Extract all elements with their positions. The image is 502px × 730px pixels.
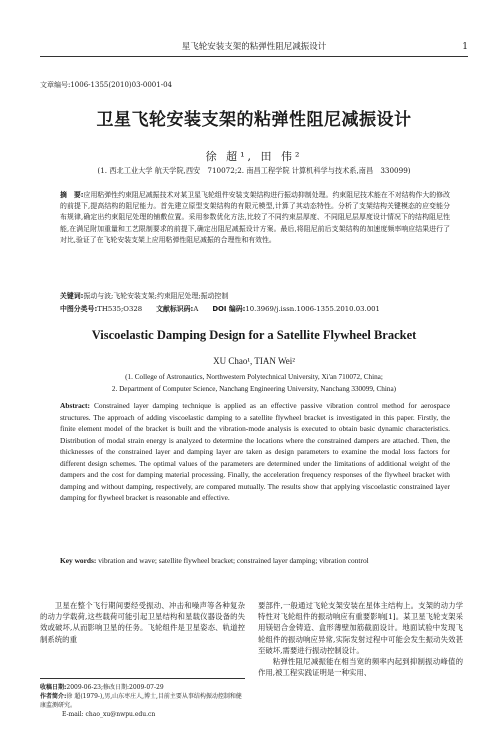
body-paragraph: 要部件,一般通过飞轮支架安装在星体主结构上。支架的动力学特性对飞轮组件的振动响应有重要影响[1]。某卫星飞轮支架采用镁铝合金铸造、盒形薄壁加筋截面设计。地面试验中发现飞轮组件的振动响应异常,实际发射过程中可能会发生振动失效甚至破坏,需要进行振动控制设计。: [258, 601, 463, 655]
body-paragraph: 粘弹性阻尼减振能在相当宽的频率内起到抑制振动峰值的作用,被工程实践证明是一种实用、: [258, 657, 463, 678]
en-affiliation-1: (1. College of Astronautics, Northwestern Polytechnical University, Xi'an 710072, China;: [125, 373, 383, 381]
cn-keywords-text: 振动与波;飞轮安装支架;约束阻尼处理;振动控制: [83, 292, 229, 300]
bio-label: 作者简介:: [40, 693, 67, 700]
body-right-column: [258, 600, 463, 678]
en-keywords-label: Key words:: [60, 556, 97, 565]
author-email: E-mail: chao_xu@nwpu.edu.cn: [62, 711, 156, 718]
en-abstract-label: Abstract:: [60, 401, 90, 410]
doi-value: 10.3969/j.issn.1006-1355.2010.03.001: [245, 305, 380, 313]
doi-label: DOI 编码:: [212, 305, 246, 313]
running-title: 星飞轮安装支架的粘弹性阻尼减振设计: [181, 42, 327, 52]
cn-keywords: [60, 291, 450, 302]
en-affiliation: [40, 371, 468, 395]
clc-label: 中图分类号:: [60, 305, 98, 313]
footnotes: [40, 678, 245, 719]
doc-code-value: A: [193, 305, 199, 313]
received-text: 2009-06-23;修改日期:2009-07-29: [66, 684, 164, 691]
cn-affiliation: (1. 西北工业大学 航天学院,西安 710072;2. 南昌工程学院 计算机科学与技术系,南昌 330099): [97, 166, 411, 175]
running-header: [40, 38, 468, 57]
en-title: Viscoelastic Damping Design for a Satellite Flywheel Bracket: [91, 328, 417, 342]
en-abstract-text: Constrained layer damping technique is applied as an effective passive vibration control method for aerospace structures. The approach of adding viscoelastic damping to a satellite flywheel bracket is investigated in this paper. Firstly, the finite element model of the bracket is built and the vibration-mode analysis is executed to obtain basic dynamic characteristics. Distribution of modal strain energy is analyzed to determine the locations where the constrained dampers are attached. Then, the thicknesses of the constrained layer and damping layer are taken as design parameters to examine the modal loss factors for different design schemes. The optimal values of the parameters are determined under the limitations of additional weight of the dampers and the cost for damping material processing. Finally, the acceleration frequency responses of the flywheel bracket with damping and without damping, respectively, are compared mutually. The results show that applying viscoelastic constrained layer damping for flywheel bracket is reasonable and effective.: [60, 401, 450, 502]
cn-keywords-label: 关键词:: [60, 292, 84, 300]
article-id: 文章编号:1006-1355(2010)03-0001-04: [40, 81, 172, 89]
en-affiliation-2: 2. Department of Computer Science, Nanchang Engineering University, Nanchang 330099, China): [111, 385, 397, 393]
cn-abstract-label: 摘 要:: [60, 191, 84, 199]
page-number: 1: [462, 42, 468, 52]
cn-abstract: [60, 190, 450, 246]
body-paragraph: 卫星在整个飞行期间要经受振动、冲击和噪声等各种复杂的动力学载荷,这些载荷可能引起卫星结构和星载仪器设备的失效或破坏,从而影响卫星的任务。飞轮组件是卫星姿态、轨道控制系统的重: [40, 601, 245, 644]
cn-abstract-text: 应用粘弹性约束阻尼减振技术对某卫星飞轮组件安装支架结构进行振动抑制处理。约束阻尼技术能在不对结构作大的修改的前提下,提高结构的阻尼能力。首先建立原型支架结构的有限元模型,计算了其动态特性。分析了支架结构关键模态的应变能分布规律,确定出约束阻尼处理的铺敷位置。采用参数优化方法,比较了不同约束层厚度、不同阻尼层厚度设计情况下的结构阻尼性能,在满足附加重量和工艺限制要求的前提下,确定出阻尼减振设计方案。最后,将阻尼前后支架结构的加速度频率响应结果进行了对比,验证了在飞轮安装支架上应用粘弹性阻尼减振的合理性和有效性。: [60, 191, 450, 244]
en-keywords: [60, 555, 450, 567]
doc-code-label: 文献标识码:: [156, 305, 194, 313]
cn-title: 卫星飞轮安装支架的粘弹性阻尼减振设计: [96, 110, 412, 130]
clc-value: TH535;O328: [97, 305, 143, 313]
en-authors: XU Chao¹, TIAN Wei²: [213, 356, 295, 366]
en-abstract: [60, 400, 450, 504]
en-keywords-text: vibration and wave; satellite flywheel bracket; constrained layer damping; vibration control: [98, 556, 369, 565]
cn-meta: [60, 304, 450, 315]
body-left-column: [40, 600, 245, 645]
received-label: 收稿日期:: [40, 684, 67, 691]
cn-authors: 徐 超¹, 田 伟²: [205, 150, 303, 163]
bio-text: 徐 超(1979-),男,山东枣庄人,博士,目前主要从事结构振动控制和健康监测研究。: [40, 693, 242, 709]
